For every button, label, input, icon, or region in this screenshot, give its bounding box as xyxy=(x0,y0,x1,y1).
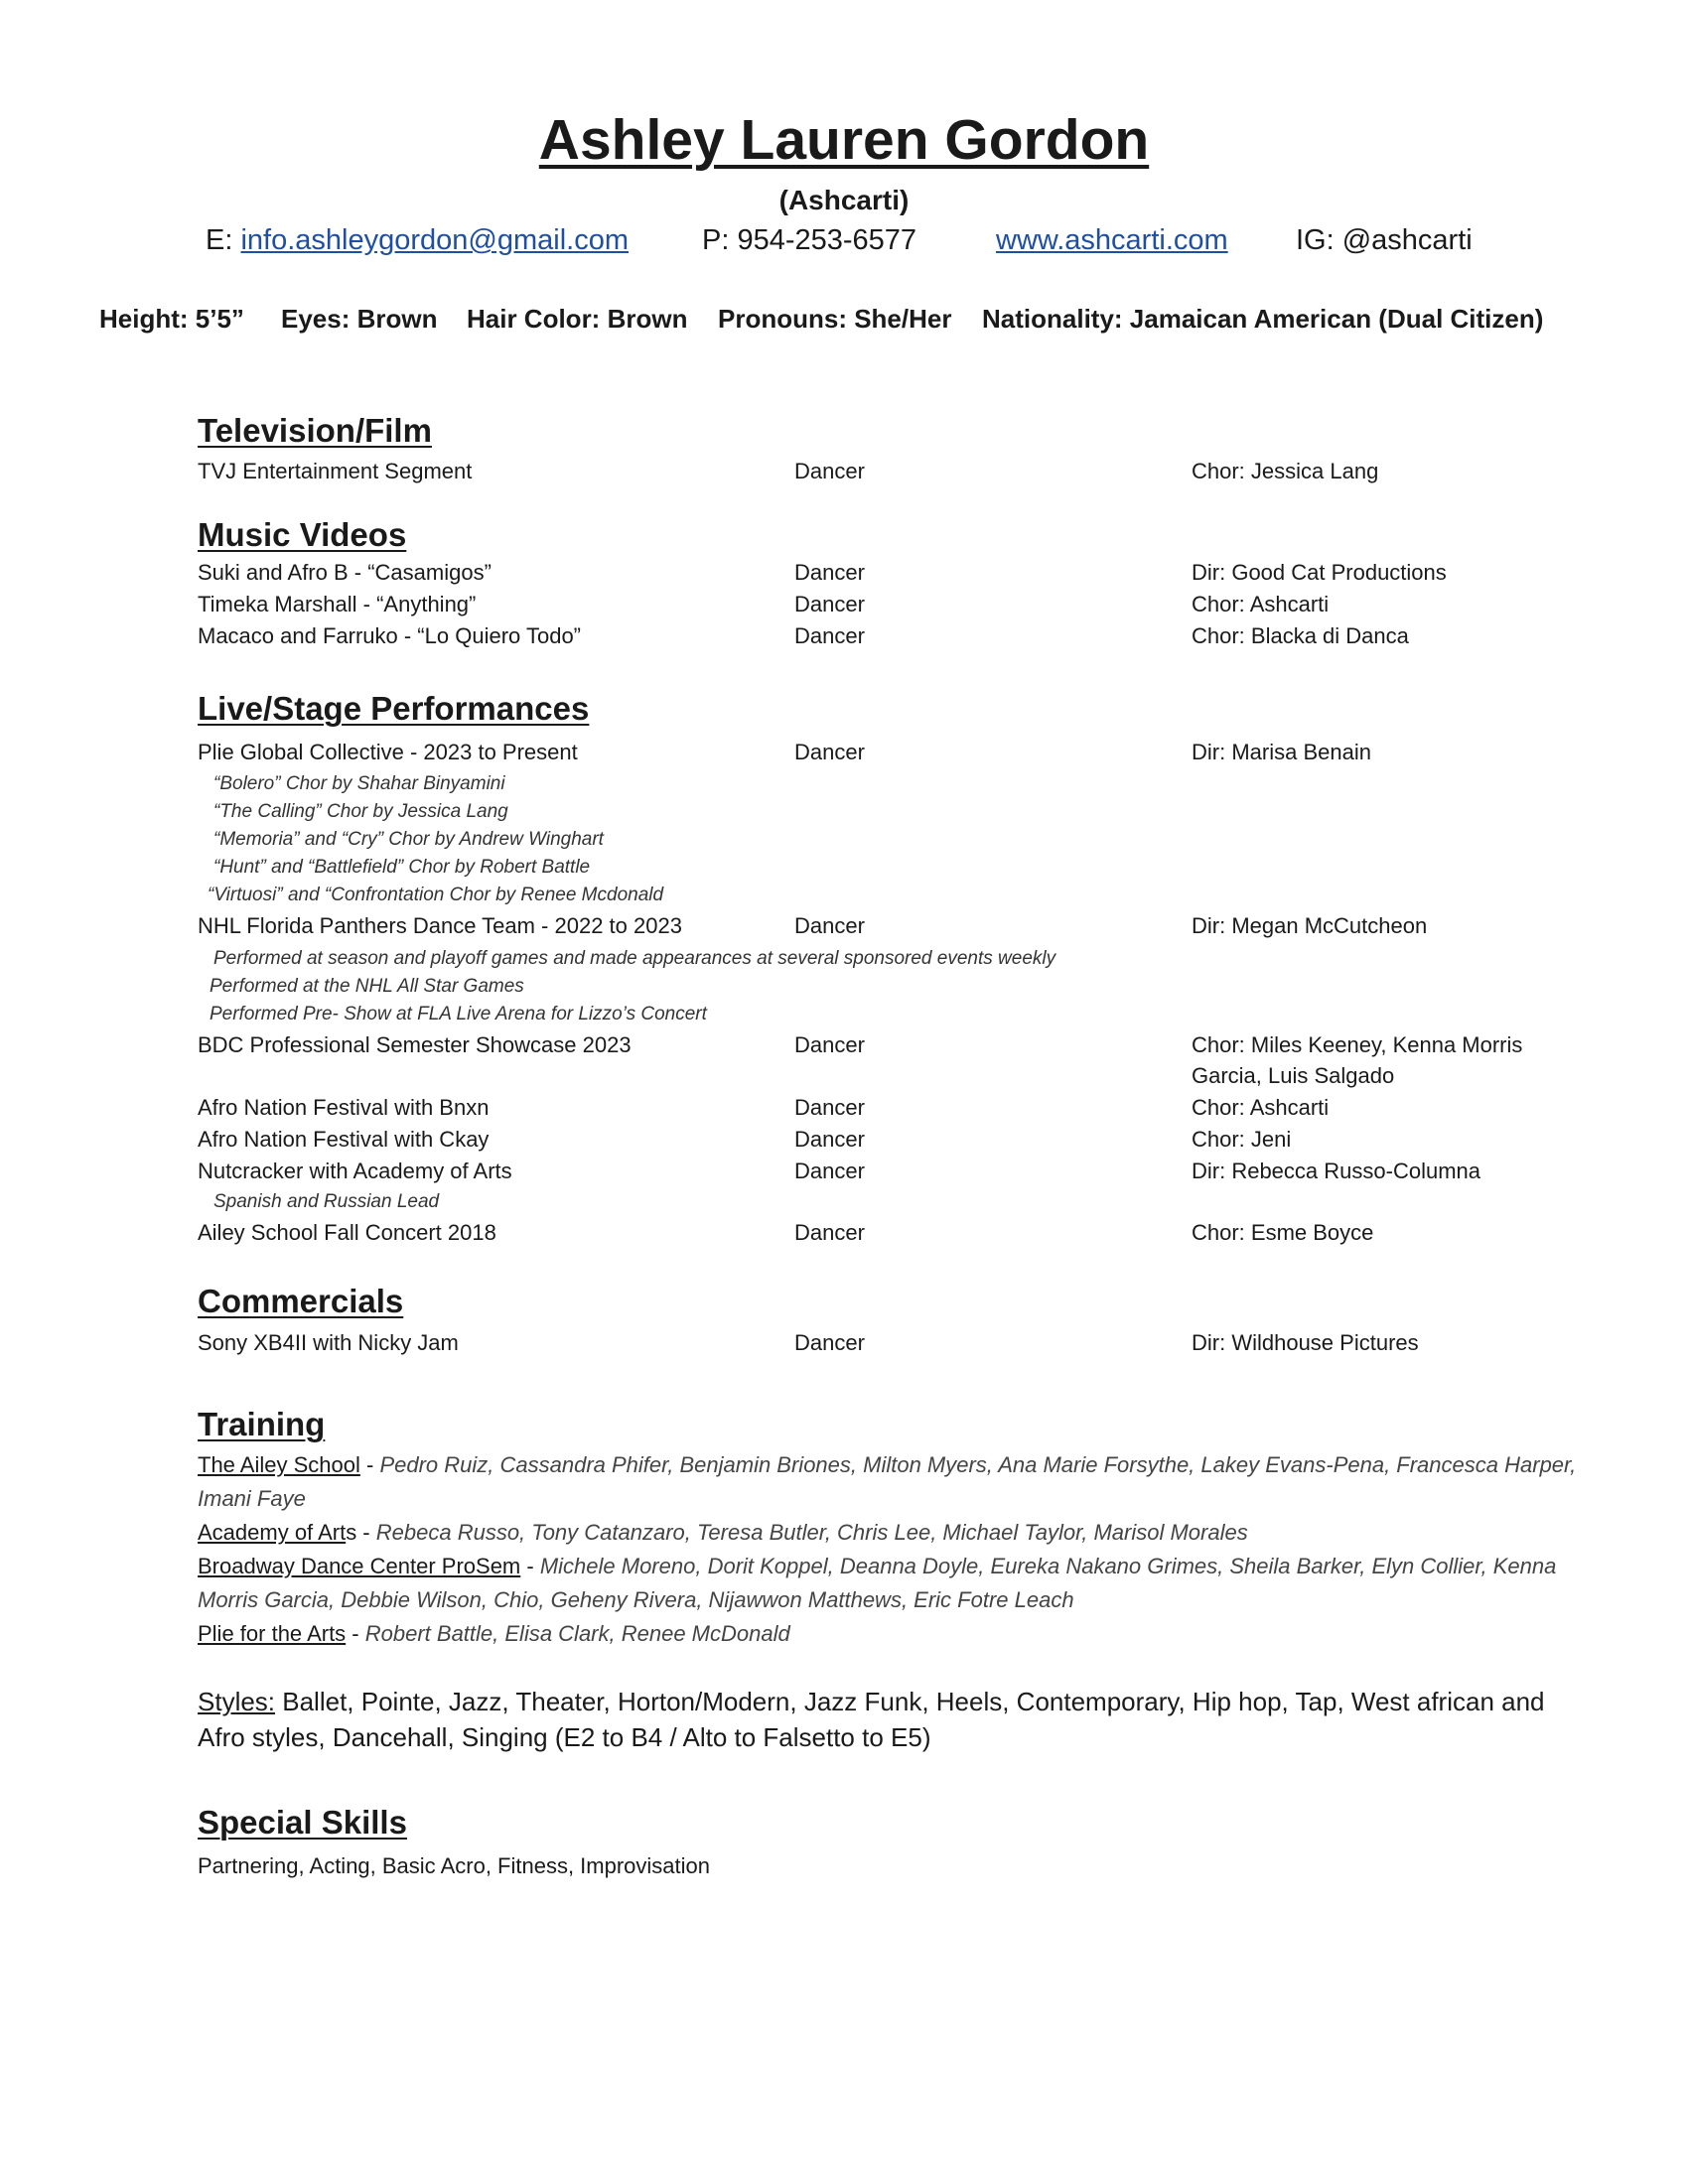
training-instructors: Michele Moreno, Dorit Koppel, Deanna Doyle, Eureka Nakano Grimes, Sheila Barker, Elyn Collier, Kenna Morris Garcia, Debbie Wilson, Chio, Geheny Rivera, Nijawwon Matthews, Eric Fotre Leach xyxy=(198,1554,1557,1612)
credit-note: Performed Pre- Show at FLA Live Arena for Lizzo’s Concert xyxy=(210,1004,707,1024)
credit-title: NHL Florida Panthers Dance Team - 2022 to 2023 xyxy=(198,913,682,938)
credit-title: Macaco and Farruko - “Lo Quiero Todo” xyxy=(198,623,581,648)
special-skills-text: Partnering, Acting, Basic Acro, Fitness, Improvisation xyxy=(198,1853,711,1878)
credit-role: Dancer xyxy=(794,1032,865,1057)
credit-director: Dir: Wildhouse Pictures xyxy=(1192,1330,1419,1355)
training-entry xyxy=(198,1550,1588,1617)
website-link[interactable]: www.ashcarti.com xyxy=(996,224,1228,256)
credit-role: Dancer xyxy=(794,913,865,938)
training-entry xyxy=(198,1617,1588,1651)
credit-role: Dancer xyxy=(794,1095,865,1120)
styles-paragraph xyxy=(198,1684,1588,1755)
stage-alias: (Ashcarti) xyxy=(778,185,910,215)
training-separator: - xyxy=(520,1554,540,1578)
credit-title: BDC Professional Semester Showcase 2023 xyxy=(198,1032,632,1057)
training-school: Academy of Art xyxy=(198,1520,347,1545)
section-title-commercials: Commercials xyxy=(198,1283,404,1319)
credit-title: Sony XB4II with Nicky Jam xyxy=(198,1330,459,1355)
credit-note: Performed at season and playoff games and made appearances at several sponsored events weekly xyxy=(213,948,1056,969)
training-separator: - xyxy=(359,1452,380,1477)
stat-hair: Hair Color: Brown xyxy=(467,304,688,334)
credit-director: Dir: Marisa Benain xyxy=(1192,740,1371,764)
credit-note: “The Calling” Chor by Jessica Lang xyxy=(213,801,508,822)
credit-role: Dancer xyxy=(794,1127,865,1152)
credit-role: Dancer xyxy=(794,1220,865,1245)
training-school: Broadway Dance Center ProSem xyxy=(198,1554,521,1578)
resume-name: Ashley Lauren Gordon xyxy=(538,108,1150,172)
training-separator: - xyxy=(346,1621,365,1646)
phone: P: 954-253-6577 xyxy=(702,224,917,256)
credit-note: Performed at the NHL All Star Games xyxy=(210,976,524,997)
credit-role: Dancer xyxy=(794,459,865,483)
credit-note: “Hunt” and “Battlefield” Chor by Robert Battle xyxy=(213,857,591,878)
credit-role: Dancer xyxy=(794,560,865,585)
styles-label: Styles: xyxy=(198,1687,276,1716)
credit-note: “Memoria” and “Cry” Chor by Andrew Winghart xyxy=(213,829,604,850)
email-label: E: xyxy=(206,224,233,256)
credit-note: Spanish and Russian Lead xyxy=(213,1191,440,1212)
stat-nationality: Nationality: Jamaican American (Dual Citizen) xyxy=(982,304,1544,334)
training-school: The Ailey School xyxy=(198,1452,360,1477)
styles-text: Ballet, Pointe, Jazz, Theater, Horton/Modern, Jazz Funk, Heels, Contemporary, Hip hop, Tap, West african and Afro styles, Dancehall, Singing (E2 to B4 / Alto to Falsetto to E5) xyxy=(198,1687,1545,1752)
credit-director-continued: Garcia, Luis Salgado xyxy=(1192,1063,1395,1088)
credit-director: Dir: Rebecca Russo-Columna xyxy=(1192,1159,1480,1183)
credit-director: Chor: Blacka di Danca xyxy=(1192,623,1409,648)
training-entry xyxy=(198,1448,1588,1516)
credit-title: Plie Global Collective - 2023 to Present xyxy=(198,740,578,764)
credit-director: Chor: Ashcarti xyxy=(1192,592,1330,616)
credit-role: Dancer xyxy=(794,1159,865,1183)
credit-note: “Bolero” Chor by Shahar Binyamini xyxy=(213,773,505,794)
credit-role: Dancer xyxy=(794,592,865,616)
training-school: Plie for the Arts xyxy=(198,1621,347,1646)
training-instructors: Pedro Ruiz, Cassandra Phifer, Benjamin Briones, Milton Myers, Ana Marie Forsythe, Lakey Evans-Pena, Francesca Harper, Imani Faye xyxy=(198,1452,1577,1511)
credit-director: Chor: Miles Keeney, Kenna Morris xyxy=(1192,1032,1523,1057)
credit-title: Nutcracker with Academy of Arts xyxy=(198,1159,512,1183)
credit-title: Ailey School Fall Concert 2018 xyxy=(198,1220,496,1245)
credit-director: Chor: Jeni xyxy=(1192,1127,1292,1152)
training-instructors: Rebeca Russo, Tony Catanzaro, Teresa Butler, Chris Lee, Michael Taylor, Marisol Morales xyxy=(375,1520,1248,1545)
credit-title: Afro Nation Festival with Ckay xyxy=(198,1127,490,1152)
credit-role: Dancer xyxy=(794,1330,865,1355)
section-title-music-videos: Music Videos xyxy=(198,516,407,553)
stat-height: Height: 5’5” xyxy=(99,304,244,334)
section-title-training: Training xyxy=(198,1406,326,1442)
stat-eyes: Eyes: Brown xyxy=(281,304,438,334)
section-title-tv-film: Television/Film xyxy=(198,412,432,449)
credit-note: “Virtuosi” and “Confrontation Chor by Renee Mcdonald xyxy=(208,885,664,905)
credit-director: Chor: Ashcarti xyxy=(1192,1095,1330,1120)
training-instructors: Robert Battle, Elisa Clark, Renee McDonald xyxy=(364,1621,790,1646)
stat-pronouns: Pronouns: She/Her xyxy=(718,304,952,334)
credit-director: Dir: Good Cat Productions xyxy=(1192,560,1447,585)
email-link[interactable]: info.ashleygordon@gmail.com xyxy=(240,224,629,256)
credit-director: Dir: Megan McCutcheon xyxy=(1192,913,1428,938)
credit-title: Timeka Marshall - “Anything” xyxy=(198,592,477,616)
credit-role: Dancer xyxy=(794,740,865,764)
credit-title: Suki and Afro B - “Casamigos” xyxy=(198,560,492,585)
section-title-special-skills: Special Skills xyxy=(198,1804,407,1841)
credit-title: TVJ Entertainment Segment xyxy=(198,459,473,483)
section-title-live-stage: Live/Stage Performances xyxy=(198,690,590,727)
credit-director: Chor: Jessica Lang xyxy=(1192,459,1379,483)
instagram: IG: @ashcarti xyxy=(1296,224,1473,256)
credit-role: Dancer xyxy=(794,623,865,648)
training-entry xyxy=(198,1516,1588,1550)
credit-title: Afro Nation Festival with Bnxn xyxy=(198,1095,490,1120)
credit-director: Chor: Esme Boyce xyxy=(1192,1220,1374,1245)
email-row xyxy=(206,224,629,257)
training-separator: s - xyxy=(346,1520,376,1545)
